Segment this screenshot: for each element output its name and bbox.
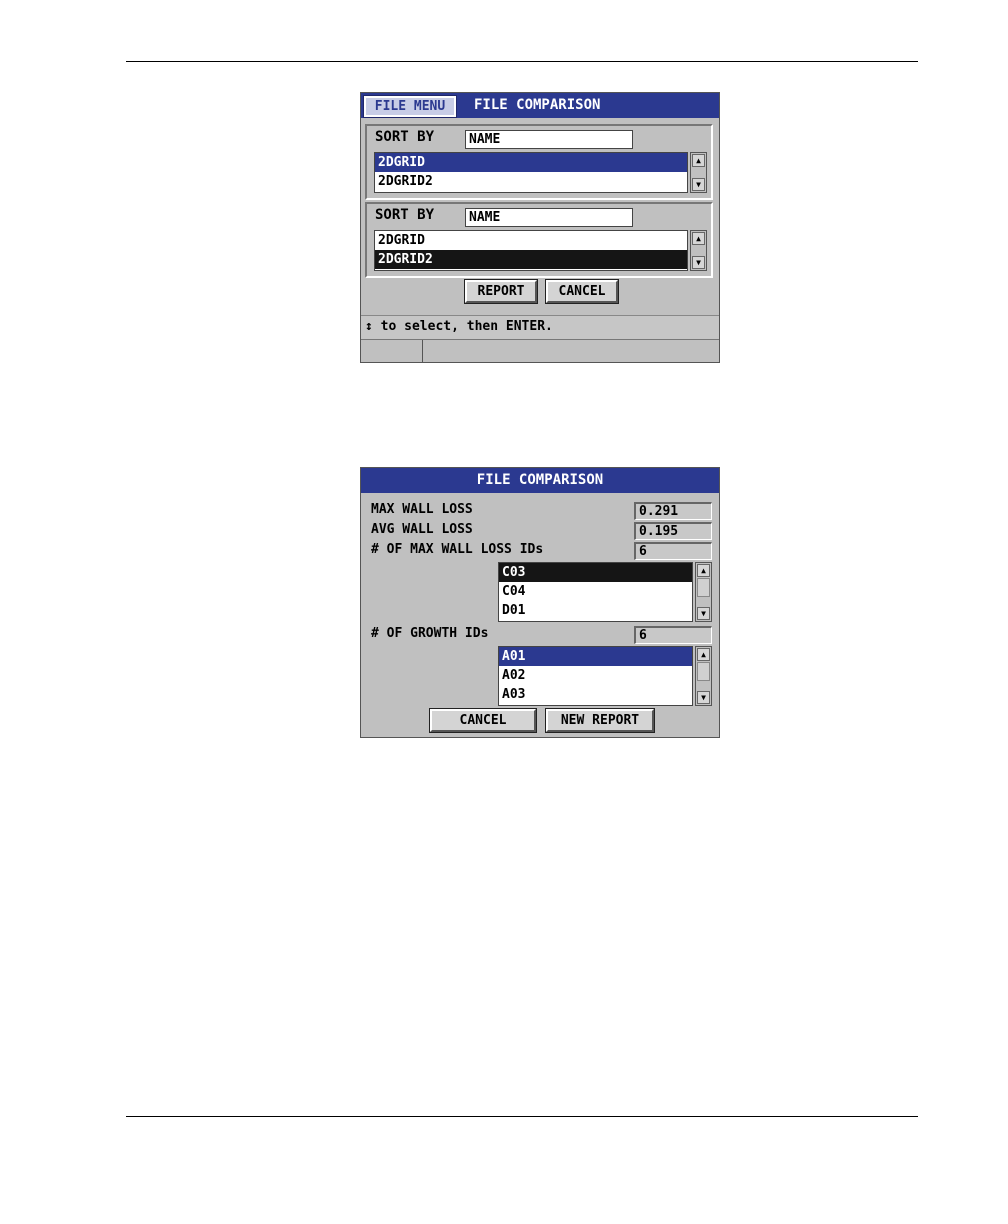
growth-ids-list: [498, 646, 693, 706]
scroll-down-icon[interactable]: ▼: [697, 691, 710, 704]
scroll-up-icon[interactable]: ▲: [692, 232, 705, 245]
list-item[interactable]: C03: [499, 563, 692, 582]
avg-wall-loss-label: AVG WALL LOSS: [371, 522, 473, 537]
growth-ids-label: # OF GROWTH IDs: [371, 626, 489, 641]
scroll-thumb[interactable]: [697, 578, 710, 597]
sort-by-field-1[interactable]: NAME: [465, 130, 633, 149]
bottom-bar: [361, 339, 719, 362]
list-item[interactable]: C04: [502, 584, 526, 599]
up-down-arrow-icon: ↕: [365, 319, 373, 334]
title-bar: [361, 93, 719, 118]
cancel-button[interactable]: CANCEL: [430, 709, 536, 732]
new-report-button[interactable]: NEW REPORT: [546, 709, 654, 732]
sort-by-field-2[interactable]: NAME: [465, 208, 633, 227]
title-bar: [361, 468, 719, 493]
list-item[interactable]: 2DGRID: [375, 153, 687, 172]
list-item[interactable]: 2DGRID: [378, 233, 425, 248]
max-wall-loss-value: 0.291: [634, 502, 712, 520]
report-button[interactable]: REPORT: [465, 280, 537, 303]
file-list-2: [374, 230, 688, 271]
scroll-up-icon[interactable]: ▲: [697, 564, 710, 577]
sort-by-label: SORT BY: [375, 129, 435, 145]
sort-by-label: SORT BY: [375, 207, 435, 223]
scroll-down-icon[interactable]: ▼: [692, 178, 705, 191]
scroll-down-icon[interactable]: ▼: [692, 256, 705, 269]
screen-title: FILE COMPARISON: [474, 97, 601, 113]
growth-ids-scrollbar[interactable]: [695, 646, 712, 706]
list-item[interactable]: 2DGRID2: [375, 250, 687, 269]
header-rule: [126, 61, 918, 62]
file-list-1: [374, 152, 688, 193]
max-ids-count: 6: [634, 542, 712, 560]
list-item[interactable]: D01: [502, 603, 526, 618]
status-text: to select, then ENTER.: [380, 319, 553, 334]
bottom-bar-segment: [361, 340, 423, 362]
file-comparison-result-screen: [360, 467, 720, 738]
list-item[interactable]: 2DGRID2: [378, 174, 433, 189]
max-wall-loss-label: MAX WALL LOSS: [371, 502, 473, 517]
file-menu-tab[interactable]: FILE MENU: [364, 96, 456, 117]
growth-ids-count: 6: [634, 626, 712, 644]
scrollbar-2[interactable]: [690, 230, 707, 271]
status-line: [361, 315, 719, 339]
cancel-button[interactable]: CANCEL: [546, 280, 618, 303]
scroll-down-icon[interactable]: ▼: [697, 607, 710, 620]
max-ids-list: [498, 562, 693, 622]
footer-rule: [126, 1116, 918, 1117]
file-1-panel: [365, 124, 713, 200]
file-comparison-select-screen: [360, 92, 720, 363]
scroll-thumb[interactable]: [697, 662, 710, 681]
list-item[interactable]: A01: [499, 647, 692, 666]
list-item[interactable]: A03: [502, 687, 526, 702]
scrollbar-1[interactable]: [690, 152, 707, 193]
file-2-panel: [365, 202, 713, 278]
max-ids-scrollbar[interactable]: [695, 562, 712, 622]
avg-wall-loss-value: 0.195: [634, 522, 712, 540]
screen-title: FILE COMPARISON: [476, 472, 604, 488]
max-ids-label: # OF MAX WALL LOSS IDs: [371, 542, 544, 557]
scroll-up-icon[interactable]: ▲: [697, 648, 710, 661]
scroll-up-icon[interactable]: ▲: [692, 154, 705, 167]
list-item[interactable]: A02: [502, 668, 526, 683]
